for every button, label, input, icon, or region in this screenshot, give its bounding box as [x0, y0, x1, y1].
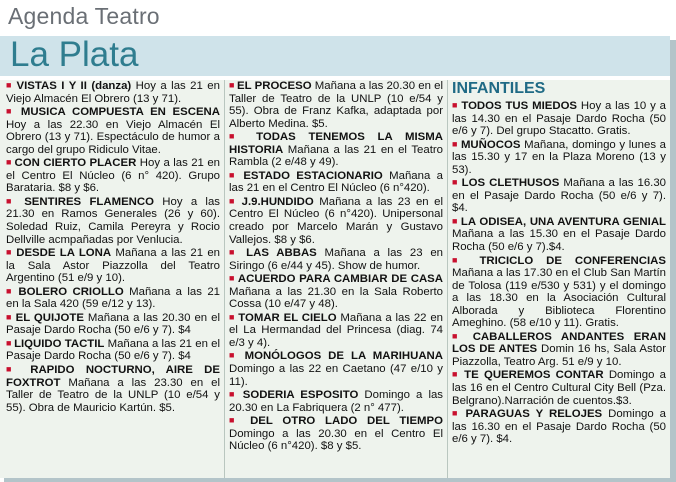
show-name: RAPIDO NOCTURNO, AIRE DE FOXTROT	[6, 364, 221, 389]
bullet-icon: ■	[229, 311, 239, 322]
bullet-icon: ■	[6, 337, 15, 348]
listing-entry	[229, 196, 443, 246]
show-details: Mañana a las 21 en el Centro El Núcleo (6 n°420).	[229, 169, 444, 195]
show-name: PARAGUAS Y RELOJES	[465, 408, 603, 421]
listing-entry	[229, 350, 443, 388]
listing-entry	[452, 255, 666, 330]
page-title: La Plata	[10, 35, 139, 74]
show-details: Domingo a las 20.30 en el Centro El Núcleo (6 n°420). $8 y $5.	[229, 427, 443, 453]
show-details: Mañana a las 21 en el Teatro Rambla (2 e/48 y 49).	[229, 143, 443, 169]
listing-entry	[6, 364, 220, 414]
listing-entry	[229, 415, 443, 453]
show-name: TE QUEREMOS CONTAR	[464, 369, 604, 382]
show-details: Mañana a las 20.30 en el Pasaje Dardo Rocha (50 e/6 y 7). $4	[6, 311, 220, 337]
show-details: Hoy a las 21 en Viejo Almacén El Obrero (13 y 71).	[6, 80, 220, 105]
listing-entry	[6, 196, 220, 246]
bullet-icon: ■	[229, 80, 238, 90]
bullet-icon: ■	[229, 195, 242, 206]
listing-entry	[229, 312, 443, 350]
show-details: Mañana a las 20.30 en el Taller de Teatro de la UNLP (10 e/54 y 55). Obra de Franz Kafka, adaptada por Alberto Medina. $5.	[229, 80, 444, 130]
show-details: Hoy a las 10 y a las 14.30 en el Pasaje Dardo Rocha (50 e/6 y 7). Del grupo Stacatto. Gratis.	[452, 100, 666, 138]
bullet-icon: ■	[229, 169, 244, 180]
bullet-icon: ■	[452, 138, 461, 149]
show-details: Mañana a las 21.30 en la Sala Roberto Cossa (10 e/47 y 48).	[229, 285, 443, 311]
bullet-icon: ■	[229, 389, 243, 400]
bullet-icon: ■	[452, 100, 462, 110]
bullet-icon: ■	[452, 254, 480, 265]
show-details: Domingo a las 20.30 en La Fabriquera (2 n° 477).	[229, 389, 444, 414]
listing-entry	[6, 157, 220, 195]
bullet-icon: ■	[452, 215, 461, 226]
box-shadow-right	[670, 40, 676, 482]
listing-entry	[229, 389, 443, 414]
bullet-icon: ■	[229, 247, 247, 258]
listing-entry	[229, 247, 443, 272]
show-name: EL QUIJOTE	[15, 311, 84, 324]
listing-entry	[452, 177, 666, 215]
bullet-icon: ■	[6, 311, 16, 322]
bullet-icon: ■	[6, 247, 17, 258]
show-name: DEL OTRO LADO DEL TIEMPO	[250, 415, 443, 428]
section-kicker: Agenda Teatro	[8, 3, 160, 29]
listing-entry	[452, 408, 666, 446]
listing-entry	[6, 286, 220, 311]
listing-column-1	[6, 80, 220, 415]
show-name: SODERIA ESPOSITO	[242, 389, 359, 402]
show-name: TODAS TENEMOS LA MISMA HISTORIA	[229, 131, 443, 156]
listing-entry	[452, 139, 666, 177]
bullet-icon: ■	[229, 415, 251, 426]
show-details: Mañana a las 22 en el La Hermandad del Princesa (diag. 74 e/3 y 4).	[229, 311, 443, 349]
show-details: Mañana a las 23.30 en el Taller de Teatro de la UNLP (10 e/54 y 55). Obra de Mauricio Kartún. $5.	[6, 376, 220, 414]
bullet-icon: ■	[6, 364, 31, 375]
listing-entry	[6, 106, 220, 156]
listing-entry	[229, 80, 443, 130]
column-divider	[224, 80, 225, 478]
show-details: Mañana a las 21 en la Sala 420 (59 e/12 y 13).	[6, 285, 221, 311]
show-name: DESDE LA LONA	[16, 247, 112, 260]
show-name: CON CIERTO PLACER	[14, 157, 137, 170]
show-details: Mañana a las 23 en el Centro El Núcleo (6 n°420). Unipersonal creado por Marcelo Marán y Gustavo Vallejos. $8 y $6.	[229, 195, 443, 246]
show-name: SENTIRES FLAMENCO	[24, 195, 154, 208]
bullet-icon: ■	[6, 195, 25, 206]
listing-entry	[229, 273, 443, 311]
column-divider	[447, 80, 448, 478]
listing-entry	[452, 331, 666, 369]
box-shadow-bottom	[4, 478, 676, 482]
show-details: Mañana a las 21 en el Pasaje Dardo Rocha (50 e/6 y 7). $4	[6, 337, 220, 363]
listing-entry	[6, 247, 220, 285]
bullet-icon: ■	[229, 273, 238, 284]
bullet-icon: ■	[229, 131, 257, 142]
listing-entry	[452, 369, 666, 407]
show-name: TODOS TUS MIEDOS	[461, 100, 578, 112]
show-name: VISTAS I Y II (danza)	[16, 80, 132, 92]
bullet-icon: ■	[452, 177, 462, 188]
listing-entry	[6, 312, 220, 337]
listing-column-2	[229, 80, 443, 454]
show-details: Mañana, domingo y lunes a las 15.30 y 17 en la Plaza Moreno (13 y 53).	[452, 138, 667, 176]
listing-column-infantiles	[452, 80, 666, 447]
show-details: Mañana a las 17.30 en el Club San Martín de Tolosa (119 e/530 y 531) y el domingo a las 18.30 en la Asociación Cultural Alborada y Biblioteca Florentino Ameghino. (58 e/10 y 11). Gratis.	[452, 267, 666, 330]
show-details: Mañana a las 23 en Siringo (6 e/44 y 45). Show de humor.	[229, 247, 443, 272]
show-details: Hoy a las 21 en el Centro El Núcleo (6 n° 420). Grupo Barataria. $8 y $6.	[6, 157, 220, 195]
show-name: BOLERO CRIOLLO	[18, 285, 124, 298]
show-name: LA ODISEA, UNA AVENTURA GENIAL	[460, 215, 667, 228]
bullet-icon: ■	[6, 106, 21, 117]
listing-entry	[452, 216, 666, 254]
listing-entry	[229, 131, 443, 169]
show-details: Domingo a las 16.30 en el Pasaje Dardo Rocha (50 e/6 y 7). $4.	[452, 408, 666, 446]
show-name: ACUERDO PARA CAMBIAR DE CASA	[237, 273, 444, 286]
show-details: Hoy a las 22.30 en Viejo Almacén El Obrero (13 y 71). Espectáculo de humor a cargo del grupo Ridiculo Vitae.	[6, 118, 220, 156]
listing-entry	[229, 170, 443, 195]
show-details: Mañana a las 15.30 en el Pasaje Dardo Rocha (50 e/6 y 7).$4.	[452, 228, 666, 254]
show-name: TOMAR EL CIELO	[238, 311, 337, 324]
bullet-icon: ■	[452, 330, 473, 341]
listing-entry	[6, 80, 220, 105]
bullet-icon: ■	[452, 408, 466, 419]
show-name: CABALLEROS ANDANTES ERAN LOS DE ANTES	[452, 330, 666, 356]
show-details: Hoy a las 21.30 en Ramos Generales (26 y 60). Soledad Ruiz, Camila Pereyra y Rocio Dellville acmpañadas por Venlucia.	[6, 195, 220, 246]
bullet-icon: ■	[6, 80, 17, 90]
bullet-icon: ■	[452, 369, 465, 380]
show-name: EL PROCESO	[237, 80, 312, 92]
show-details: Mañana a las 16.30 en el Pasaje Dardo Rocha (50 e/6 y 7). $4.	[452, 177, 666, 215]
show-name: LAS ABBAS	[246, 247, 317, 260]
bullet-icon: ■	[6, 285, 19, 296]
title-banner	[0, 36, 670, 76]
show-details: Domingo a las 16 en el Centro Cultural City Bell (Pza. Belgrano).Narración de cuentos.$3.	[452, 369, 667, 407]
bullet-icon: ■	[6, 157, 15, 168]
show-details: Mañana a las 21 en la Sala Astor Piazzolla del Teatro Argentino (51 e/9 y 10).	[6, 247, 220, 285]
show-name: ESTADO ESTACIONARIO	[243, 169, 383, 182]
show-details: Domingo a las 22 en Caetano (47 e/10 y 11).	[229, 363, 443, 388]
show-name: J.9.HUNDIDO	[241, 195, 314, 208]
listing-entry	[452, 100, 666, 138]
show-name: LOS CLETHUSOS	[461, 177, 560, 190]
show-details: Domin 16 hs, Sala Astor Piazzolla, Teatro Arg. 51 e/9 y 10.	[452, 343, 667, 368]
listing-entry	[6, 338, 220, 363]
show-name: TRICICLO DE CONFERENCIAS	[479, 254, 666, 267]
show-name: MUSICA COMPUESTA EN ESCENA	[20, 106, 220, 119]
show-name: MUÑOCOS	[460, 138, 521, 151]
show-name: MONÓLOGOS DE LA MARIHUANA	[244, 350, 443, 363]
listings-box	[0, 80, 670, 478]
section-heading-infantiles: INFANTILES	[452, 80, 546, 97]
bullet-icon: ■	[229, 350, 245, 361]
show-name: LIQUIDO TACTIL	[14, 337, 105, 350]
